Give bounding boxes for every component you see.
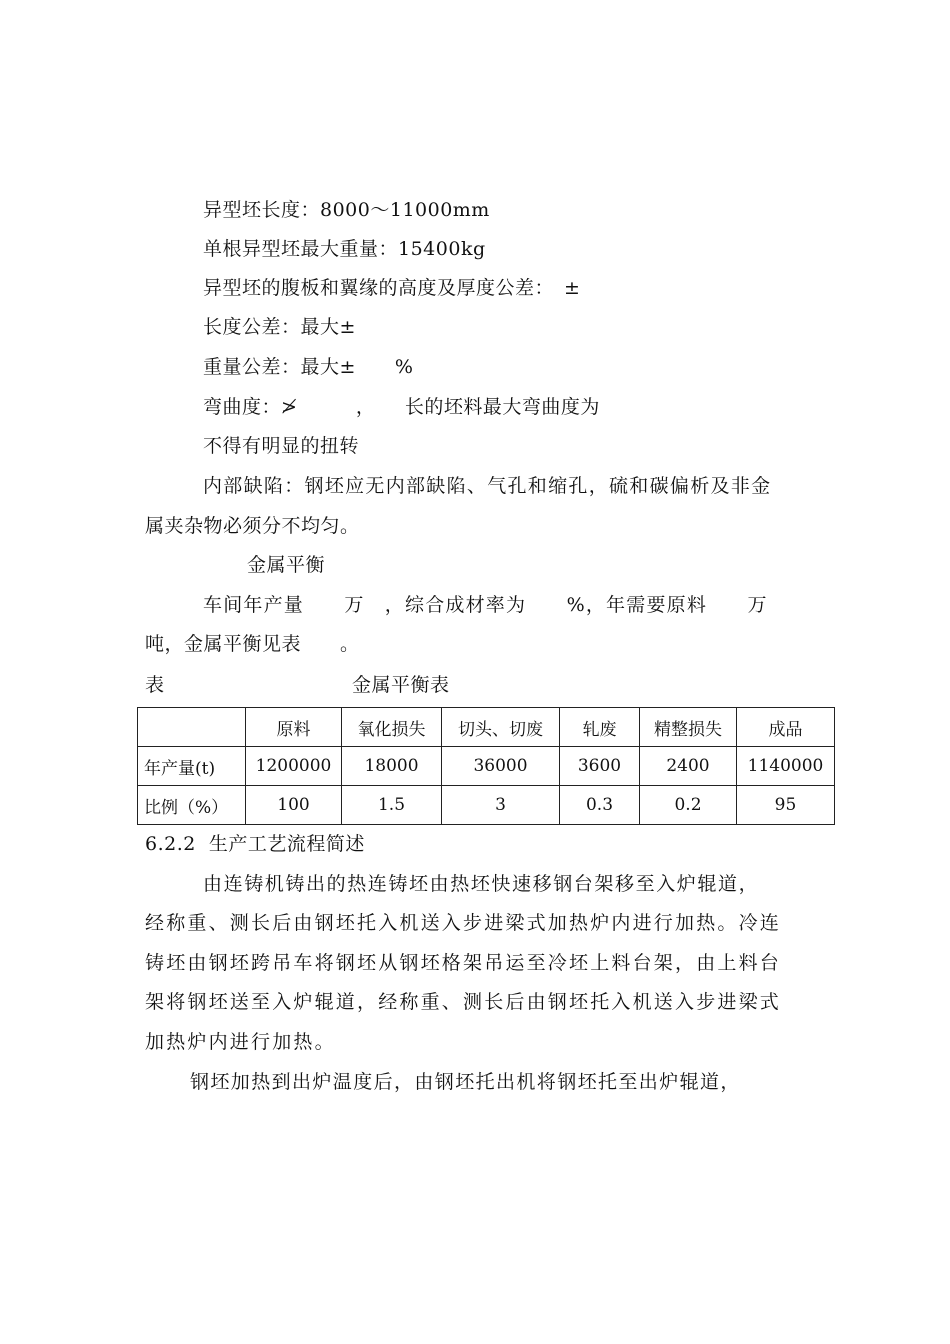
spec-length: 异型坯长度：8000～11000mm xyxy=(203,199,490,221)
subsection-heading: 6.2.2 生产工艺流程简述 xyxy=(145,833,365,855)
process-para-line: 经称重、测长后由钢坯托入机送入步进梁式加热炉内进行加热。冷连 xyxy=(145,912,782,934)
table-row-label: 年产量(t) xyxy=(138,747,246,786)
spec-internal-defects: 内部缺陷：钢坯应无内部缺陷、气孔和缩孔，硫和碳偏析及非金 xyxy=(203,475,772,497)
table-cell: 100 xyxy=(246,786,342,825)
table-header-cell: 切头、切废 xyxy=(442,708,560,747)
spec-bending: 弯曲度：≯ ， 长的坯料最大弯曲度为 xyxy=(203,396,600,418)
table-cell: 3600 xyxy=(560,747,640,786)
table-cell: 36000 xyxy=(442,747,560,786)
table-cell: 0.3 xyxy=(560,786,640,825)
table-cell: 0.2 xyxy=(640,786,737,825)
balance-para-line2: 吨，金属平衡见表 。 xyxy=(145,633,360,655)
table-header-cell: 氧化损失 xyxy=(342,708,442,747)
table-header-cell: 轧废 xyxy=(560,708,640,747)
spec-twist: 不得有明显的扭转 xyxy=(203,435,360,457)
table-header-cell: 原料 xyxy=(246,708,342,747)
metal-balance-table xyxy=(137,707,835,825)
spec-web-flange-tolerance: 异型坯的腹板和翼缘的高度及厚度公差： ± xyxy=(203,277,581,299)
process-para-line: 加热炉内进行加热。 xyxy=(145,1031,336,1053)
spec-weight-tolerance: 重量公差：最大± % xyxy=(203,356,414,378)
spec-length-tolerance: 长度公差：最大± xyxy=(203,316,356,338)
spec-internal-defects-cont: 属夹杂物必须分不均匀。 xyxy=(145,515,360,537)
table-cell: 1140000 xyxy=(737,747,835,786)
heating-para-line: 钢坯加热到出炉温度后，由钢坯托出机将钢坯托至出炉辊道， xyxy=(190,1071,741,1093)
table-row xyxy=(138,786,835,825)
section-heading-metal-balance: 金属平衡 xyxy=(247,554,326,576)
process-para-line: 铸坯由钢坯跨吊车将钢坯从钢坯格架吊运至冷坯上料台架，由上料台 xyxy=(145,952,782,974)
table-row xyxy=(138,747,835,786)
table-caption-prefix: 表 xyxy=(145,674,165,696)
table-cell: 1.5 xyxy=(342,786,442,825)
table-cell: 3 xyxy=(442,786,560,825)
spec-max-weight: 单根异型坯最大重量：15400kg xyxy=(203,238,486,260)
table-header-cell: 成品 xyxy=(737,708,835,747)
balance-para-line1: 车间年产量 万 ，综合成材率为 %，年需要原料 万 xyxy=(203,594,768,616)
table-cell: 2400 xyxy=(640,747,737,786)
table-cell: 1200000 xyxy=(246,747,342,786)
table-header-cell: 精整损失 xyxy=(640,708,737,747)
table-header-row xyxy=(138,708,835,747)
table-row-label: 比例（%） xyxy=(138,786,246,825)
table-cell: 18000 xyxy=(342,747,442,786)
process-para-line: 由连铸机铸出的热连铸坯由热坯快速移钢台架移至入炉辊道， xyxy=(203,873,760,895)
table-caption-title: 金属平衡表 xyxy=(352,674,450,696)
table-header-cell xyxy=(138,708,246,747)
table-cell: 95 xyxy=(737,786,835,825)
process-para-line: 架将钢坯送至入炉辊道，经称重、测长后由钢坯托入机送入步进梁式 xyxy=(145,991,782,1013)
